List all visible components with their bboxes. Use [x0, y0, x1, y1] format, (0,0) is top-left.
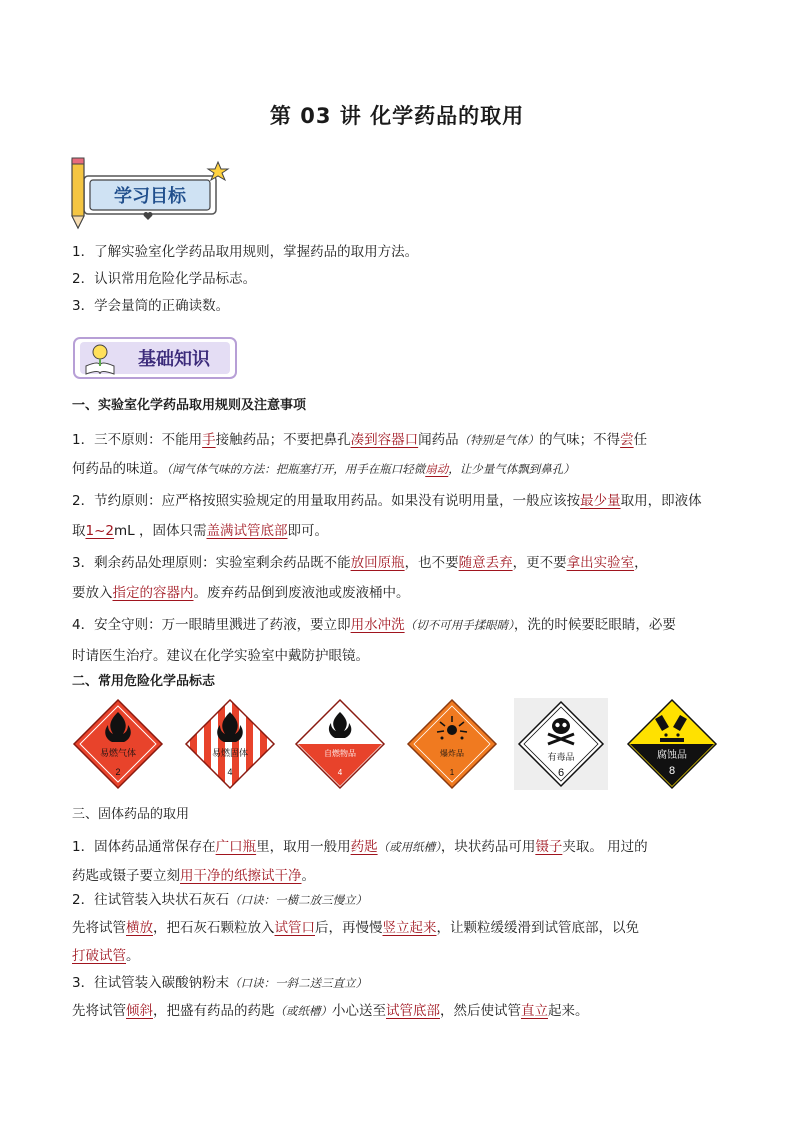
answer-horizontal: 横放 [126, 920, 153, 936]
text: 。 [301, 868, 315, 884]
rule-remaining-line2 [72, 583, 722, 603]
text: 1．三不原则：不能用 [72, 432, 203, 448]
answer-discard: 随意丢弃 [458, 555, 513, 571]
rule-three-no-line2 [72, 459, 722, 479]
answer-take-out: 拿出实验室 [566, 555, 635, 571]
answer-hand: 手 [202, 432, 216, 448]
sign-label: 易燃固体 [211, 748, 249, 758]
learning-goals-label: 学习目标 [114, 186, 186, 206]
rule-three-no-line1 [72, 430, 722, 450]
learning-goals-badge [68, 156, 232, 232]
answer-wipe-clean: 用干净的纸擦试干净 [180, 868, 302, 884]
rule-safety-line2: 时请医生治疗。建议在化学实验室中戴防护眼镜。 [72, 648, 369, 664]
text: 任 [633, 432, 648, 448]
text: ，也不要 [404, 555, 459, 571]
note: （或用纸槽） [377, 840, 441, 854]
text: 4．安全守则：万一眼睛里溅进了药液，要立即 [72, 617, 351, 633]
hazard-signs-row [70, 698, 720, 790]
text: 闻药品 [418, 432, 459, 448]
basic-knowledge-label: 基础知识 [138, 349, 210, 369]
solid-storage-line1 [72, 837, 722, 857]
answer-cover-bottom: 盖满试管底部 [206, 523, 288, 539]
text: 起来。 [548, 1003, 589, 1019]
text: 。废弃药品倒到废液池或废液桶中。 [193, 585, 410, 601]
sign-label: 爆炸品 [440, 749, 464, 758]
text: ，然后使试管 [440, 1003, 521, 1019]
answer-tube-mouth: 试管口 [274, 920, 315, 936]
answer-container-mouth: 凑到容器口 [350, 432, 419, 448]
text: 3．剩余药品处理原则：实验室剩余药品既不能 [72, 555, 351, 571]
answer-upright: 直立 [521, 1003, 548, 1019]
text: 。 [126, 948, 140, 964]
flammable-solid-sign [182, 698, 278, 790]
text: 2．往试管装入块状石灰石 [72, 892, 230, 908]
answer-wide-mouth-bottle: 广口瓶 [215, 839, 257, 855]
text: 先将试管 [72, 920, 126, 936]
sign-label: 腐蚀品 [657, 750, 687, 761]
text: ， [634, 555, 648, 571]
corrosive-sign [624, 698, 720, 790]
text: 要放入 [72, 585, 113, 601]
mnemonic: （口诀：一斜二送三直立） [229, 976, 368, 990]
rule-saving-line1 [72, 491, 722, 511]
solid-storage-line2 [72, 866, 722, 886]
sign-label: 自燃物品 [324, 749, 356, 758]
answer-spoon: 药匙 [350, 839, 378, 855]
answer-stand-up: 竖立起来 [382, 920, 437, 936]
limestone-heading [72, 890, 722, 910]
text: 小心送至 [332, 1003, 386, 1019]
sign-label: 有毒品 [547, 752, 575, 762]
heart-icon [144, 212, 153, 220]
basic-knowledge-badge [72, 334, 242, 384]
goal-3: 3．学会量筒的正确读数。 [72, 298, 230, 314]
text: 取 [72, 523, 86, 539]
powder-heading [72, 973, 722, 993]
answer-break-tube: 打破试管 [72, 948, 126, 964]
toxic-sign [514, 698, 608, 790]
text: ，更不要 [512, 555, 567, 571]
rule-safety-line1 [72, 615, 722, 635]
answer-volume: 1~2 [85, 523, 114, 539]
page-title: 第 03 讲 化学药品的取用 [269, 104, 525, 128]
answer-return-bottle: 放回原瓶 [350, 555, 405, 571]
text: 3．往试管装入碳酸钠粉末 [72, 975, 230, 991]
text: ，洗的时候要眨眼睛，必要 [513, 617, 676, 633]
text: ，把盛有药品的药匙 [153, 1003, 275, 1019]
note: ，让少量气体飘到鼻孔） [448, 462, 575, 476]
rule-saving-line2 [72, 521, 722, 541]
sign-class-number: 8 [668, 765, 676, 777]
rule-remaining-line1 [72, 553, 722, 573]
text: 何药品的味道。 [72, 461, 167, 477]
goal-1: 1．了解实验室化学药品取用规则，掌握药品的取用方法。 [72, 244, 419, 260]
answer-rinse-water: 用水冲洗 [350, 617, 405, 633]
text: 2．节约原则：应严格按照实验规定的用量取用药品。如果没有说明用量，一般应该按 [72, 493, 581, 509]
answer-minimum: 最少量 [580, 493, 621, 509]
section2-heading: 二、常用危险化学品标志 [72, 674, 216, 689]
pencil-icon [72, 158, 84, 228]
text: ，块状药品可用 [440, 839, 536, 855]
goal-2: 2．认识常用危险化学品标志。 [72, 271, 257, 287]
section3-heading: 三、固体药品的取用 [72, 807, 190, 822]
text: 后，再慢慢 [315, 920, 383, 936]
text: 接触药品；不要把鼻孔 [215, 432, 351, 448]
text: 先将试管 [72, 1003, 126, 1019]
section1-heading: 一、实验室化学药品取用规则及注意事项 [72, 398, 307, 413]
answer-tube-bottom: 试管底部 [386, 1003, 440, 1019]
answer-tilt: 倾斜 [126, 1003, 153, 1019]
answer-tweezers: 镊子 [535, 839, 563, 855]
text: 取用，即液体 [620, 493, 702, 509]
text: 夹取。 用过的 [562, 839, 648, 855]
spontaneous-combustion-sign [292, 698, 388, 790]
text: 药匙或镊子要立刻 [72, 868, 180, 884]
mnemonic: （口诀：一横二放三慢立） [229, 893, 368, 907]
note: （特别是气体） [458, 433, 540, 447]
sign-class-number: 1 [449, 768, 455, 777]
sign-class-number: 4 [227, 767, 233, 777]
text: 1．固体药品通常保存在 [72, 839, 216, 855]
flammable-gas-sign [70, 698, 166, 790]
sign-label: 易燃气体 [99, 748, 137, 758]
text: ，把石灰石颗粒放入 [153, 920, 275, 936]
powder-line1 [72, 1001, 722, 1021]
explosive-sign [404, 698, 500, 790]
text: ，让颗粒缓缓滑到试管底部，以免 [436, 920, 639, 936]
note: （或纸槽） [274, 1004, 332, 1018]
sign-class-number: 2 [115, 767, 121, 777]
text: 即可。 [287, 523, 328, 539]
text: 里，取用一般用 [256, 839, 351, 855]
limestone-line2 [72, 946, 722, 966]
sign-class-number: 4 [337, 768, 343, 777]
answer-fan: 扇动 [425, 462, 449, 476]
text: 的气味；不得 [539, 432, 621, 448]
answer-designated-container: 指定的容器内 [112, 585, 194, 601]
note: （闻气体气味的方法：把瓶塞打开，用手在瓶口轻微 [166, 462, 426, 476]
limestone-line1 [72, 918, 722, 938]
text: mL ，固体只需 [114, 523, 207, 539]
note: （切不可用手揉眼睛） [404, 618, 514, 632]
sign-class-number: 6 [557, 767, 565, 779]
answer-taste: 尝 [620, 432, 634, 448]
